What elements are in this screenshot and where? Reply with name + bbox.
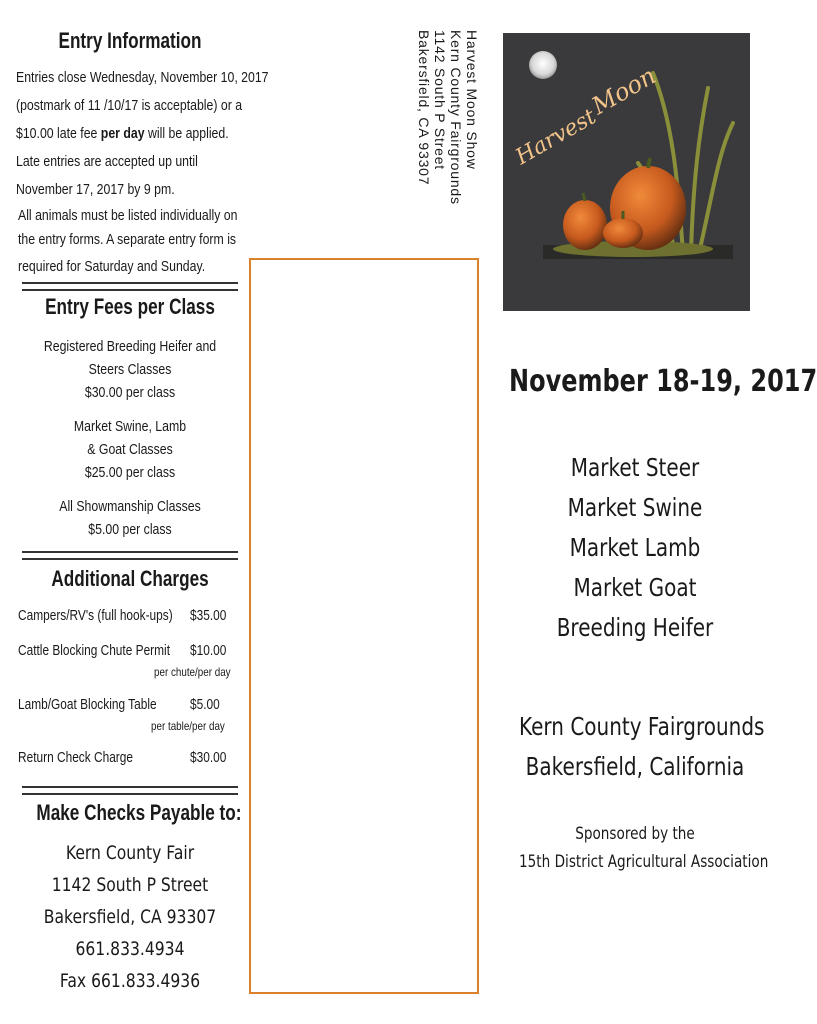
divider-rule <box>22 282 238 291</box>
animals-note-line: All animals must be listed individually on <box>18 207 238 224</box>
charge-row <box>18 750 238 780</box>
category-item: Market Steer <box>570 453 700 482</box>
payee-fax: Fax 661.833.4936 <box>59 970 201 992</box>
pumpkin-shape <box>603 218 643 248</box>
checks-address <box>10 842 250 1002</box>
artwork-title-harvest: Harvest <box>511 104 601 171</box>
grass-blade <box>699 123 733 253</box>
charge-price: $35.00 <box>190 608 227 624</box>
fee-line: Registered Breeding Heifer and <box>43 338 217 355</box>
return-address-line: Kern County Fairgrounds <box>448 30 464 205</box>
divider-rule <box>22 786 238 795</box>
payee-phone: 661.833.4934 <box>75 938 185 960</box>
pumpkin-shape <box>563 200 607 250</box>
additional-charges-section <box>10 566 250 592</box>
harvest-moon-artwork <box>503 33 750 311</box>
entry-line: November 17, 2017 by 9 pm. <box>16 181 175 198</box>
event-dates: November 18-19, 2017 <box>509 364 817 399</box>
entry-info-section <box>10 28 250 54</box>
late-fee-tail: will be applied. <box>144 125 229 142</box>
checks-heading: Make Checks Payable to: <box>36 800 242 825</box>
animals-note <box>18 204 278 282</box>
late-fee-amount: $10.00 late fee <box>16 125 101 142</box>
entry-line: Late entries are accepted up until <box>16 153 198 170</box>
category-item: Market Lamb <box>569 533 701 562</box>
charge-price: $30.00 <box>190 750 227 766</box>
venue-city: Bakersfield, California <box>525 752 745 781</box>
entry-line: Entries close Wednesday, November 10, 2017 <box>16 69 269 86</box>
artwork-title-moon: Moon <box>587 61 661 121</box>
charge-row <box>18 608 238 638</box>
charge-price: $10.00 <box>190 643 227 659</box>
payee-line: Kern County Fair <box>65 842 195 864</box>
fee-line: Market Swine, Lamb <box>73 418 187 435</box>
per-day-emphasis: per day <box>100 125 145 142</box>
entry-line <box>16 120 229 148</box>
return-address-line: Harvest Moon Show <box>464 30 480 170</box>
fee-group-market <box>10 415 250 484</box>
charge-note: per table/per day <box>151 719 225 733</box>
category-item: Market Goat <box>573 573 697 602</box>
fee-group-breeding <box>10 335 250 404</box>
return-address <box>416 30 480 280</box>
artwork-illustration <box>503 33 750 311</box>
fee-group-showmanship <box>10 495 250 541</box>
charge-label: Campers/RV's (full hook-ups) <box>18 608 173 624</box>
entry-fees-heading: Entry Fees per Class <box>45 294 215 319</box>
entry-line: (postmark of 11 /10/17 is acceptable) or a <box>16 97 243 114</box>
charge-row <box>18 643 238 683</box>
animals-note-line: required for Saturday and Sunday. <box>18 258 206 275</box>
fee-price: $25.00 per class <box>84 464 176 481</box>
charge-label: Cattle Blocking Chute Permit <box>18 643 170 659</box>
category-item: Market Swine <box>567 493 703 522</box>
return-address-line: 1142 South P Street <box>432 30 448 170</box>
payee-line: 1142 South P Street <box>51 874 209 896</box>
additional-charges-heading: Additional Charges <box>51 566 209 591</box>
animals-note-line: the entry forms. A separate entry form is <box>18 231 237 248</box>
return-address-line: Bakersfield, CA 93307 <box>416 30 432 186</box>
payee-line: Bakersfield, CA 93307 <box>43 906 217 928</box>
category-item: Breeding Heifer <box>556 613 714 642</box>
fee-price: $5.00 per class <box>88 521 172 538</box>
charge-price: $5.00 <box>190 697 220 713</box>
mailing-label-box <box>249 258 479 994</box>
entry-info-heading: Entry Information <box>58 28 202 53</box>
divider-rule <box>22 551 238 560</box>
fee-line: All Showmanship Classes <box>59 498 201 515</box>
fee-line: Steers Classes <box>88 361 172 378</box>
fee-line: & Goat Classes <box>87 441 173 458</box>
sponsor-org: 15th District Agricultural Association <box>519 852 769 872</box>
fee-price: $30.00 per class <box>84 384 176 401</box>
event-categories <box>490 448 780 648</box>
venue-name: Kern County Fairgrounds <box>519 712 765 741</box>
sponsor-line: Sponsored by the <box>575 824 695 844</box>
charge-label: Return Check Charge <box>18 750 134 766</box>
entry-fees-section <box>10 294 250 320</box>
moon-shape <box>529 51 557 79</box>
charge-label: Lamb/Goat Blocking Table <box>18 697 157 713</box>
charge-note: per chute/per day <box>154 665 231 679</box>
entry-info-body <box>16 64 276 204</box>
charge-row <box>18 697 238 737</box>
checks-section <box>10 800 250 826</box>
